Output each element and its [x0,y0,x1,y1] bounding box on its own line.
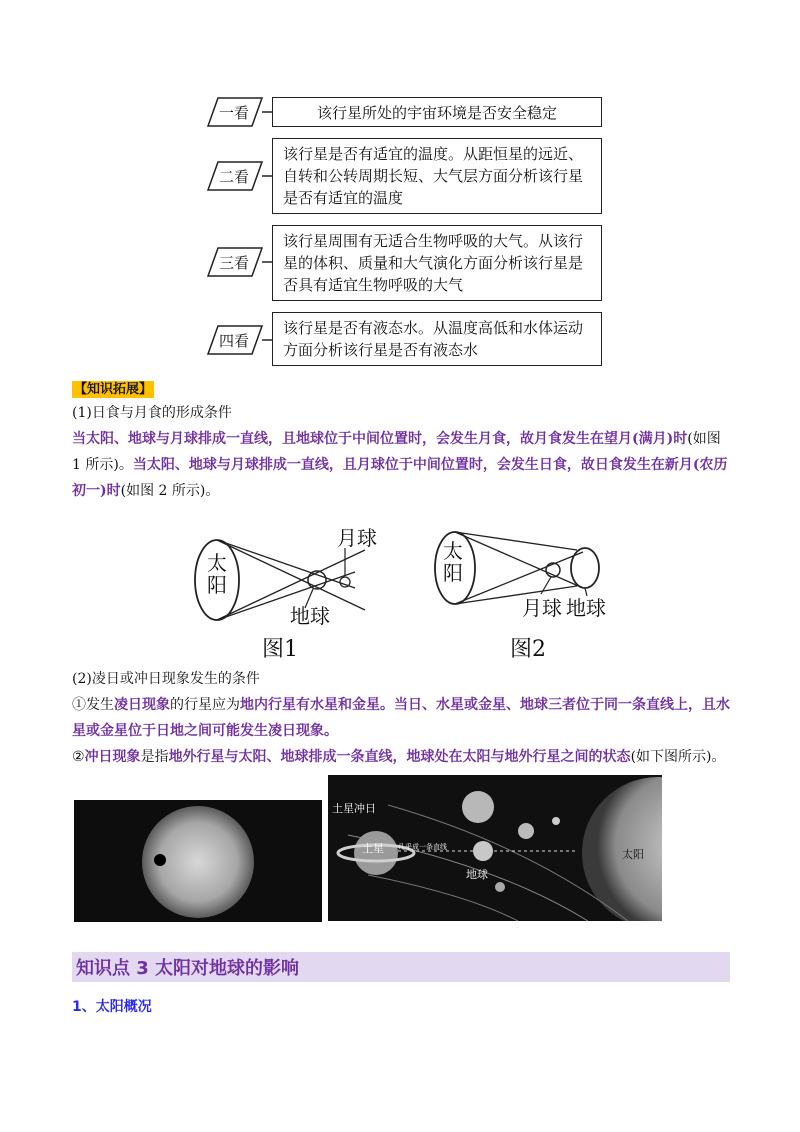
fig2-moon-label: 月球 [522,596,562,620]
step-box-3: 该行星周围有无适合生物呼吸的大气。从该行星的体积、质量和大气演化方面分析该行星是否具有适宜生物呼吸的大气 [272,225,602,301]
step-box-4: 该行星是否有液态水。从温度高低和水体运动方面分析该行星是否有液态水 [272,312,602,366]
section3-banner [72,952,730,982]
photo-label-sun: 太阳 [622,848,644,861]
fig1-earth-label: 地球 [290,604,330,628]
step-tag-4: 四看 [218,332,249,350]
eclipse-diagrams [185,510,615,670]
section3-title: 知识点 3 太阳对地球的影响 [76,958,300,979]
eclipse-paragraph [72,426,732,504]
photo-label-saturn-opposition: 土星冲日 [332,802,376,815]
step-box-2: 该行星是否有适宜的温度。从距恒星的远近、自转和公转周期长短、大气层方面分析该行星是否有适宜的温度 [272,138,602,214]
fig1-moon-label: 月球 [337,526,377,550]
step-box-1: 该行星所处的宇宙环境是否安全稳定 [272,97,602,127]
section3-subtitle: 1、太阳概况 [72,999,152,1015]
section1-title: (1)日食与月食的形成条件 [72,405,232,421]
step-tag-1: 一看 [218,104,249,122]
solar-eclipse-text: 当太阳、地球与月球排成一直线，且月球位于中间位置时，会发生日食，故日食发生在新月(农历初一)时 [72,457,728,499]
extension-label: 【知识拓展】 [74,382,153,397]
fig2-earth-label: 地球 [566,596,606,620]
fig1-caption: 图1 [262,637,298,662]
section2-title: (2)凌日或冲日现象发生的条件 [72,671,260,687]
opposition-paragraph: ②冲日现象是指地外行星与太阳、地球排成一条直线，地球处在太阳与地外行星之间的状态(如下图所示)。 [72,749,726,765]
fig2-ref: (如图 2 所示)。 [120,483,220,499]
photo-label-line: 几乎成一条直线 [398,843,447,851]
step-tag-2: 二看 [218,168,249,186]
transit-paragraph: ①发生凌日现象的行星应为地内行星有水星和金星。当日、水星或金星、地球三者位于同一条直线上，且水星或金星位于日地之间可能发生凌日现象。 [72,697,730,739]
lunar-eclipse-text: 当太阳、地球与月球排成一直线，且地球位于中间位置时，会发生月食，故月食发生在望月(满月)时 [72,431,688,447]
fig1-sun-label: 太 阳 [207,551,227,597]
photo-label-saturn: 土星 [362,842,384,855]
transit-photo [74,800,322,922]
photo-label-earth: 地球 [466,868,488,881]
fig2-sun-label: 太 阳 [443,539,463,585]
tag-shapes [200,90,280,370]
fig2-caption: 图2 [510,637,546,662]
step-tag-3: 三看 [218,254,249,272]
fig1-ref: (如图 1 所示)。 [72,431,721,473]
